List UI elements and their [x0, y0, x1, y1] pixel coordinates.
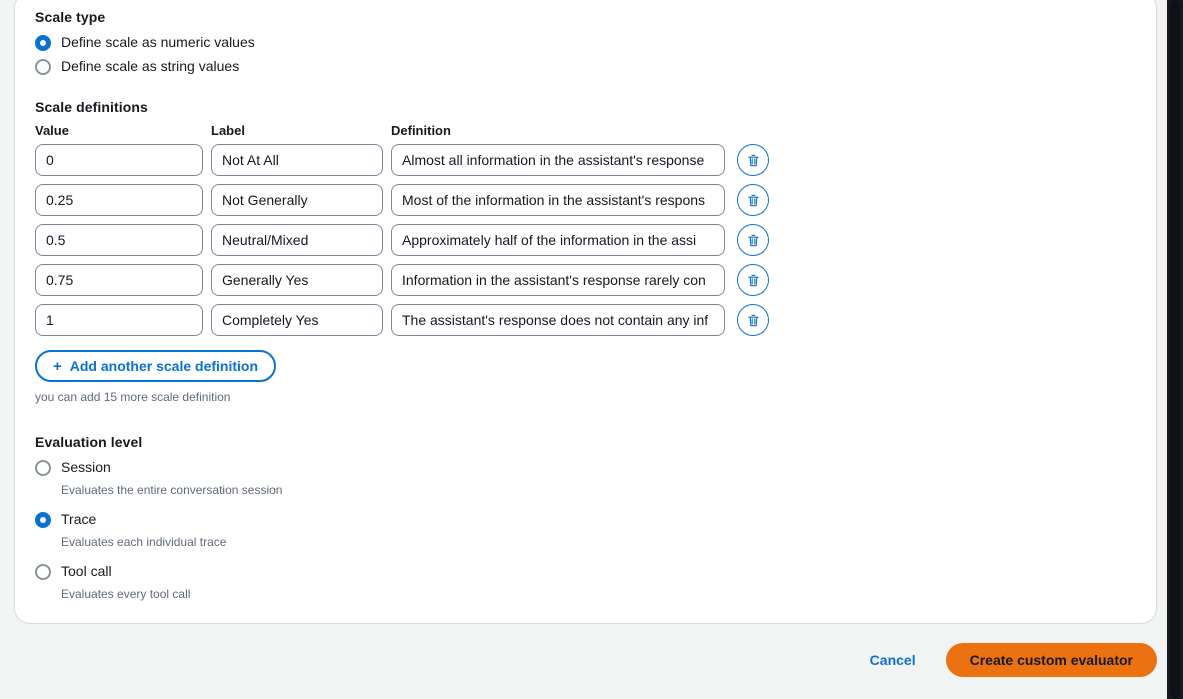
delete-row-button-0[interactable] [737, 144, 769, 176]
scale-label-input-4[interactable]: Completely Yes [211, 304, 383, 336]
scale-label-input-3[interactable]: Generally Yes [211, 264, 383, 296]
plus-icon: + [53, 357, 62, 375]
radio-trace-description: Evaluates each individual trace [61, 535, 227, 549]
evaluation-level-option-session[interactable] [35, 458, 1136, 498]
table-row [35, 264, 1136, 296]
scale-definition-input-1[interactable]: Most of the information in the assistant's respons [391, 184, 725, 216]
evaluation-level-option-trace[interactable] [35, 510, 1136, 550]
add-scale-definition-label: Add another scale definition [69, 358, 259, 374]
trash-icon [746, 313, 761, 328]
delete-row-button-4[interactable] [737, 304, 769, 336]
delete-row-button-2[interactable] [737, 224, 769, 256]
scale-label-input-2[interactable]: Neutral/Mixed [211, 224, 383, 256]
scale-value-input-3[interactable]: 0.75 [35, 264, 203, 296]
scale-value-input-0[interactable]: 0 [35, 144, 203, 176]
radio-trace-indicator[interactable] [35, 512, 51, 528]
delete-row-button-3[interactable] [737, 264, 769, 296]
column-header-definition: Definition [391, 123, 451, 138]
radio-tool-call-indicator[interactable] [35, 564, 51, 580]
form-footer [0, 632, 1183, 699]
evaluation-level-heading: Evaluation level [35, 434, 143, 450]
scale-definition-input-4[interactable]: The assistant's response does not contain any inf [391, 304, 725, 336]
scale-definition-input-2[interactable]: Approximately half of the information in the assi [391, 224, 725, 256]
delete-row-button-1[interactable] [737, 184, 769, 216]
trash-icon [746, 233, 761, 248]
radio-session-label: Session [61, 459, 111, 475]
radio-trace-label: Trace [61, 511, 97, 527]
table-row [35, 144, 1136, 176]
table-row [35, 304, 1136, 336]
radio-numeric-label: Define scale as numeric values [61, 34, 255, 50]
cancel-button[interactable]: Cancel [866, 646, 920, 674]
radio-string-label: Define scale as string values [61, 58, 240, 74]
radio-session-description: Evaluates the entire conversation session [61, 483, 283, 497]
scale-value-input-2[interactable]: 0.5 [35, 224, 203, 256]
radio-string-indicator[interactable] [35, 59, 51, 75]
evaluation-level-option-tool-call[interactable] [35, 562, 1136, 602]
page-right-edge [1167, 0, 1183, 699]
scale-value-input-4[interactable]: 1 [35, 304, 203, 336]
vertical-scrollbar[interactable] [1170, 0, 1180, 699]
scale-value-input-1[interactable]: 0.25 [35, 184, 203, 216]
trash-icon [746, 153, 761, 168]
radio-option-string[interactable] [35, 57, 1136, 75]
radio-option-numeric[interactable] [35, 33, 1136, 51]
table-row [35, 224, 1136, 256]
table-row [35, 184, 1136, 216]
scale-definitions-heading: Scale definitions [35, 99, 148, 115]
radio-session-indicator[interactable] [35, 460, 51, 476]
scale-definition-input-3[interactable]: Information in the assistant's response rarely con [391, 264, 725, 296]
scale-definition-input-0[interactable]: Almost all information in the assistant's response [391, 144, 725, 176]
radio-tool-call-label: Tool call [61, 563, 112, 579]
custom-evaluator-form-card [14, 0, 1157, 624]
column-header-value: Value [35, 123, 69, 138]
radio-tool-call-description: Evaluates every tool call [61, 587, 191, 601]
scale-label-input-0[interactable]: Not At All [211, 144, 383, 176]
trash-icon [746, 273, 761, 288]
scale-label-input-1[interactable]: Not Generally [211, 184, 383, 216]
radio-numeric-indicator[interactable] [35, 35, 51, 51]
add-scale-definition-button[interactable] [35, 350, 276, 382]
scale-definition-hint: you can add 15 more scale definition [35, 390, 231, 404]
scale-definitions-column-headers [35, 123, 1136, 138]
column-header-label: Label [211, 123, 245, 138]
scale-type-heading: Scale type [35, 9, 106, 25]
trash-icon [746, 193, 761, 208]
create-custom-evaluator-button[interactable]: Create custom evaluator [946, 643, 1157, 677]
